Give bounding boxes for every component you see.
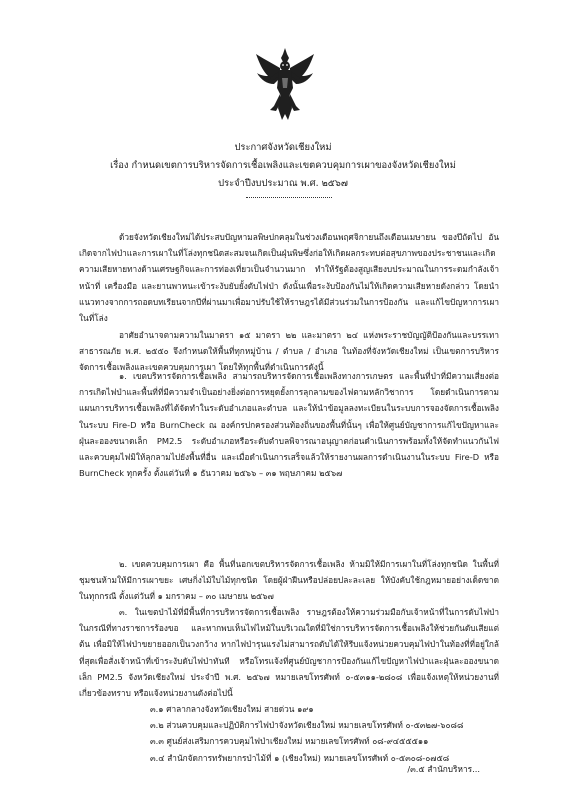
paragraph-text: ๒. เขตควบคุมการเผา คือ พื้นที่นอกเขตบริหารจัดการเชื้อเพลิง ห้ามมิให้มีการเผาในที่โล่งทุกชนิด ในพื้นที่ชุมชนห้ามให้มีการเผาขยะ เศษกิ่งไม้ใบไม้ทุกชนิด โดยผู้ฝ่าฝืนหรือปล่อยปละละเลย ให้บังคับใช้กฎหมายอย่างเด็ดขาดในทุกกรณี ตั้งแต่วันที่ ๑ มกราคม – ๓๐ เมษายน ๒๕๖๗: [79, 559, 499, 602]
announcement-subject: เรื่อง กำหนดเขตการบริหารจัดการเชื้อเพลิงและเขตควบคุมการเผาของจังหวัดเชียงใหม่: [110, 160, 456, 171]
paragraph-background: [79, 229, 499, 326]
paragraph-text: ๓. ในเขตป่าไม้ที่มีพื้นที่การบริหารจัดการเชื้อเพลิง ราษฎรต้องให้ความร่วมมือกับเจ้าหน้าที่ในการดับไฟป่า ในกรณีที่ทางราชการร้องขอ และหากพบเห็นไฟไหม้ในบริเวณใดที่มิใช่การบริหารจัดการเชื้อเพลิงให้ช่วยกันดับเสียแต่ต้น เพื่อมิให้ไฟป่าขยายออกเป็นวงกว้าง หากไฟป่ารุนแรงไม่สามารถดับได้ให้รีบแจ้งหน่วยควบคุมไฟป่าในท้องที่ที่อยู่ใกล้ที่สุดเพื่อสั่งเจ้าหน้าที่เข้าระงับดับไฟป่าทันที หรือโทรแจ้งที่ศูนย์บัญชาการป้องกันแก้ไขปัญหาไฟป่าและฝุ่นละอองขนาดเล็ก PM2.5 จังหวัดเชียงใหม่ ประจำปี พ.ศ. ๒๕๖๗ หมายเลขโทรศัพท์ ๐-๕๓๑๑-๒๘๐๘ เพื่อแจ้งเหตุให้หน่วยงานที่เกี่ยวข้องทราบ หรือแจ้งหน่วยงานดังต่อไปนี้: [79, 607, 499, 699]
contact-item: ๓.๒ ส่วนควบคุมและปฏิบัติการไฟป่าจังหวัดเชียงใหม่ หมายเลขโทรศัพท์ ๐-๕๓๒๗-๖๐๘๘: [150, 720, 464, 731]
fiscal-year: ประจำปีงบประมาณ พ.ศ. ๒๕๖๗: [218, 178, 348, 189]
contact-item: ๓.๑ ศาลากลางจังหวัดเชียงใหม่ สายด่วน ๑๙๑: [150, 704, 314, 714]
paragraph-text: อาศัยอำนาจตามความในมาตรา ๑๕ มาตรา ๒๒ และมาตรา ๒๔ แห่งพระราชบัญญัติป้องกันและบรรเทาสาธารณภัย พ.ศ. ๒๕๕๐ จึงกำหนดให้พื้นที่ทุกหมู่บ้าน / ตำบล / อำเภอ ในท้องที่จังหวัดเชียงใหม่ เป็นเขตการบริหารจัดการเชื้อเพลิงและเขตควบคุมการเผา โดยให้ทุกพื้นที่ดำเนินการดังนี้: [79, 330, 499, 373]
contact-list: [79, 701, 499, 766]
paragraph-text: ๑. เขตบริหารจัดการเชื้อเพลิง สามารถบริหารจัดการเชื้อเพลิงทางการเกษตร และพื้นที่ป่าที่มีความเสี่ยงต่อการเกิดไฟป่าและพื้นที่ที่มีความจำเป็นอย่างยิ่งต่อการหยุดยั้งการลุกลามของไฟตามหลักวิชาการ โดยดำเนินการตามแผนการบริหารเชื้อเพลิงที่ได้จัดทำในระดับอำเภอและตำบล และให้นำข้อมูลลงทะเบียนในระบบการจองจัดการเชื้อเพลิงในระบบ Fire-D หรือ BurnCheck ณ องค์กรปกครองส่วนท้องถิ่นของพื้นที่นั้นๆ เพื่อให้ศูนย์บัญชาการแก้ไขปัญหาและฝุ่นละอองขนาดเล็ก PM2.5 ระดับอำเภอหรือระดับตำบลพิจารณาอนุญาตก่อนดำเนินการพร้อมทั้งให้จัดทำแนวกันไฟและควบคุมไฟมิให้ลุกลามไปยังพื้นที่อื่น และเมื่อดำเนินการเสร็จแล้วให้รายงานผลการดำเนินงานในระบบ Fire-D หรือ BurnCheck ทุกครั้ง ตั้งแต่วันที่ ๑ ธันวาคม ๒๕๖๖ – ๓๑ พฤษภาคม ๒๕๖๗: [79, 371, 499, 479]
paragraph-burn-control-zone: [79, 556, 499, 605]
paragraph-text: ด้วยจังหวัดเชียงใหม่ได้ประสบปัญหามลพิษปกคลุมในช่วงเดือนพฤศจิกายนถึงเดือนเมษายน ของปีถัดไป อันเกิดจากไฟป่าและการเผาในที่โล่งทุกชนิดสะสมจนเกิดเป็นฝุ่นพิษซึ่งก่อให้เกิดผลกระทบต่อสุขภาพของประชาชนและเกิดความเสียหายทางด้านเศรษฐกิจและการท่องเที่ยวเป็นจำนวนมาก ทำให้รัฐต้องสูญเสียงบประมาณในการระดมกำลังเจ้าหน้าที่ เครื่องมือ และยานพาหนะเข้าระงับยับยั้งดับไฟป่า ดังนั้นเพื่อระงับป้องกันไม่ให้เกิดความเสียหายดังกล่าว โดยนำแนวทางจากการถอดบทเรียนจากปีที่ผ่านมาเพื่อมาปรับใช้ให้ราษฎรได้มีส่วนร่วมในการป้องกัน และแก้ไขปัญหาการเผาในที่โล่ง: [79, 232, 499, 324]
contact-item: ๓.๓ ศูนย์ส่งเสริมการควบคุมไฟป่าเชียงใหม่ หมายเลขโทรศัพท์ ๐๘-๙๔๕๕๕๑๑: [150, 736, 429, 747]
garuda-emblem-icon: [256, 48, 314, 120]
dotted-divider: [246, 197, 332, 198]
contact-item: ๓.๔ สำนักจัดการทรัพยากรป่าไม้ที่ ๑ (เชียงใหม่) หมายเลขโทรศัพท์ ๐-๕๓๐๘-๐๗๕๘: [150, 752, 450, 763]
continuation-marker: /๓.๕ สำนักบริหาร...: [407, 764, 480, 774]
paragraph-fuel-management-zone: [79, 368, 499, 481]
announcement-title: ประกาศจังหวัดเชียงใหม่: [234, 142, 332, 153]
paragraph-forest-fire-reporting: [79, 604, 499, 701]
